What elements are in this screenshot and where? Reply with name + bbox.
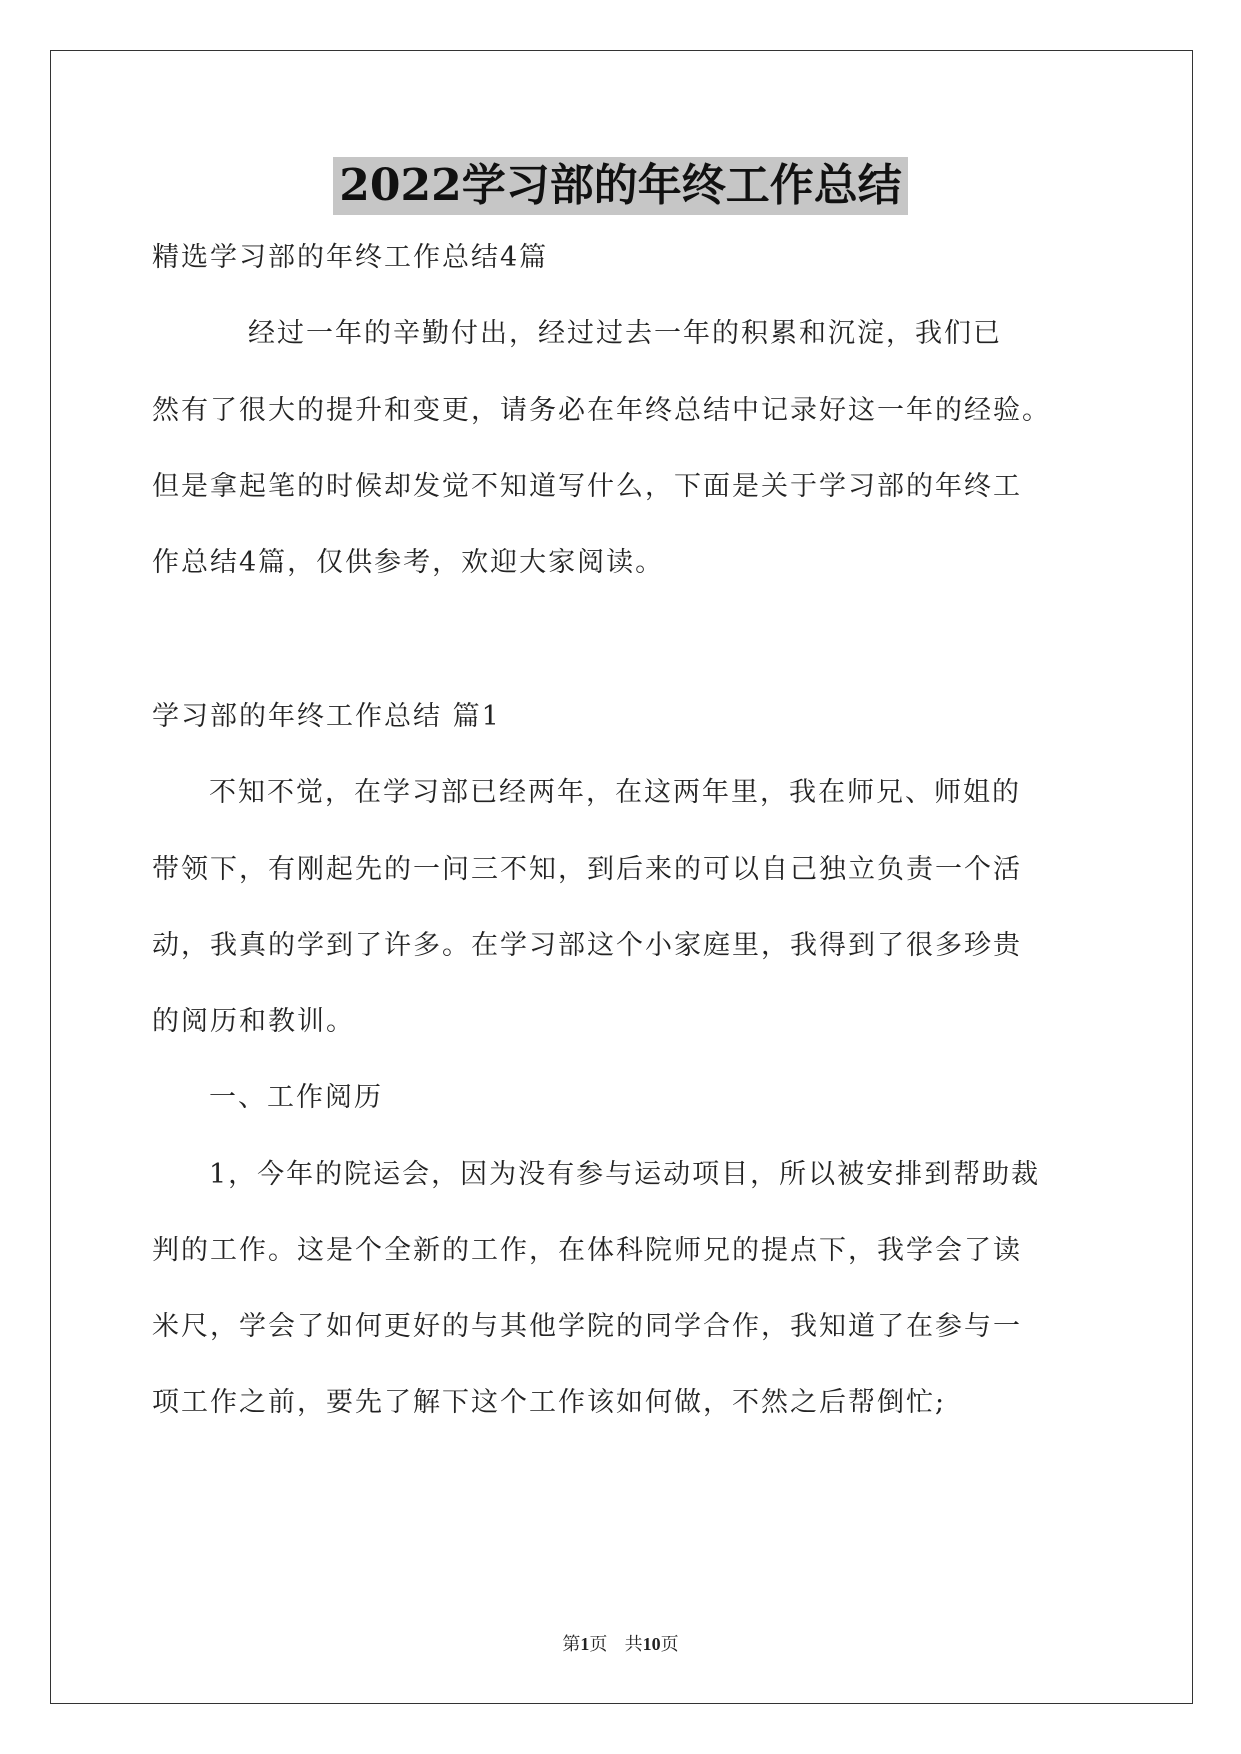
section-heading: 学习部的年终工作总结 篇1 [152, 701, 501, 732]
footer-suffix: 页 [660, 1634, 679, 1655]
footer-current-page: 1 [580, 1634, 590, 1654]
paragraph-line: 经过一年的辛勤付出，经过过去一年的积累和沉淀，我们已 [248, 318, 1002, 349]
document-title: 2022学习部的年终工作总结 [333, 157, 907, 215]
paragraph-line: 带领下，有刚起先的一问三不知，到后来的可以自己独立负责一个活 [152, 854, 1022, 885]
paragraph-line: 的阅历和教训。 [152, 1006, 355, 1037]
paragraph-line: 判的工作。这是个全新的工作，在体科院师兄的提点下，我学会了读 [152, 1235, 1022, 1266]
paragraph-line: 作总结4篇，仅供参考，欢迎大家阅读。 [152, 547, 665, 578]
paragraph-line: 不知不觉，在学习部已经两年，在这两年里，我在师兄、师姐的 [209, 777, 1021, 808]
subsection-heading: 一、工作阅历 [209, 1082, 383, 1113]
footer-total-pages: 10 [642, 1634, 661, 1654]
footer-prefix: 第 [562, 1634, 581, 1655]
title-container [0, 157, 1241, 215]
paragraph-line: 然有了很大的提升和变更，请务必在年终总结中记录好这一年的经验。 [152, 395, 1051, 426]
paragraph-line: 动，我真的学到了许多。在学习部这个小家庭里，我得到了很多珍贵 [152, 930, 1022, 961]
paragraph-line: 米尺，学会了如何更好的与其他学院的同学合作，我知道了在参与一 [152, 1311, 1022, 1342]
paragraph-line: 项工作之前，要先了解下这个工作该如何做，不然之后帮倒忙; [152, 1387, 947, 1418]
page-footer [0, 1632, 1241, 1657]
subtitle-line: 精选学习部的年终工作总结4篇 [152, 242, 549, 273]
paragraph-line: 1，今年的院运会，因为没有参与运动项目，所以被安排到帮助裁 [209, 1159, 1041, 1190]
paragraph-line: 但是拿起笔的时候却发觉不知道写什么，下面是关于学习部的年终工 [152, 471, 1022, 502]
footer-mid: 页 共 [589, 1634, 643, 1655]
